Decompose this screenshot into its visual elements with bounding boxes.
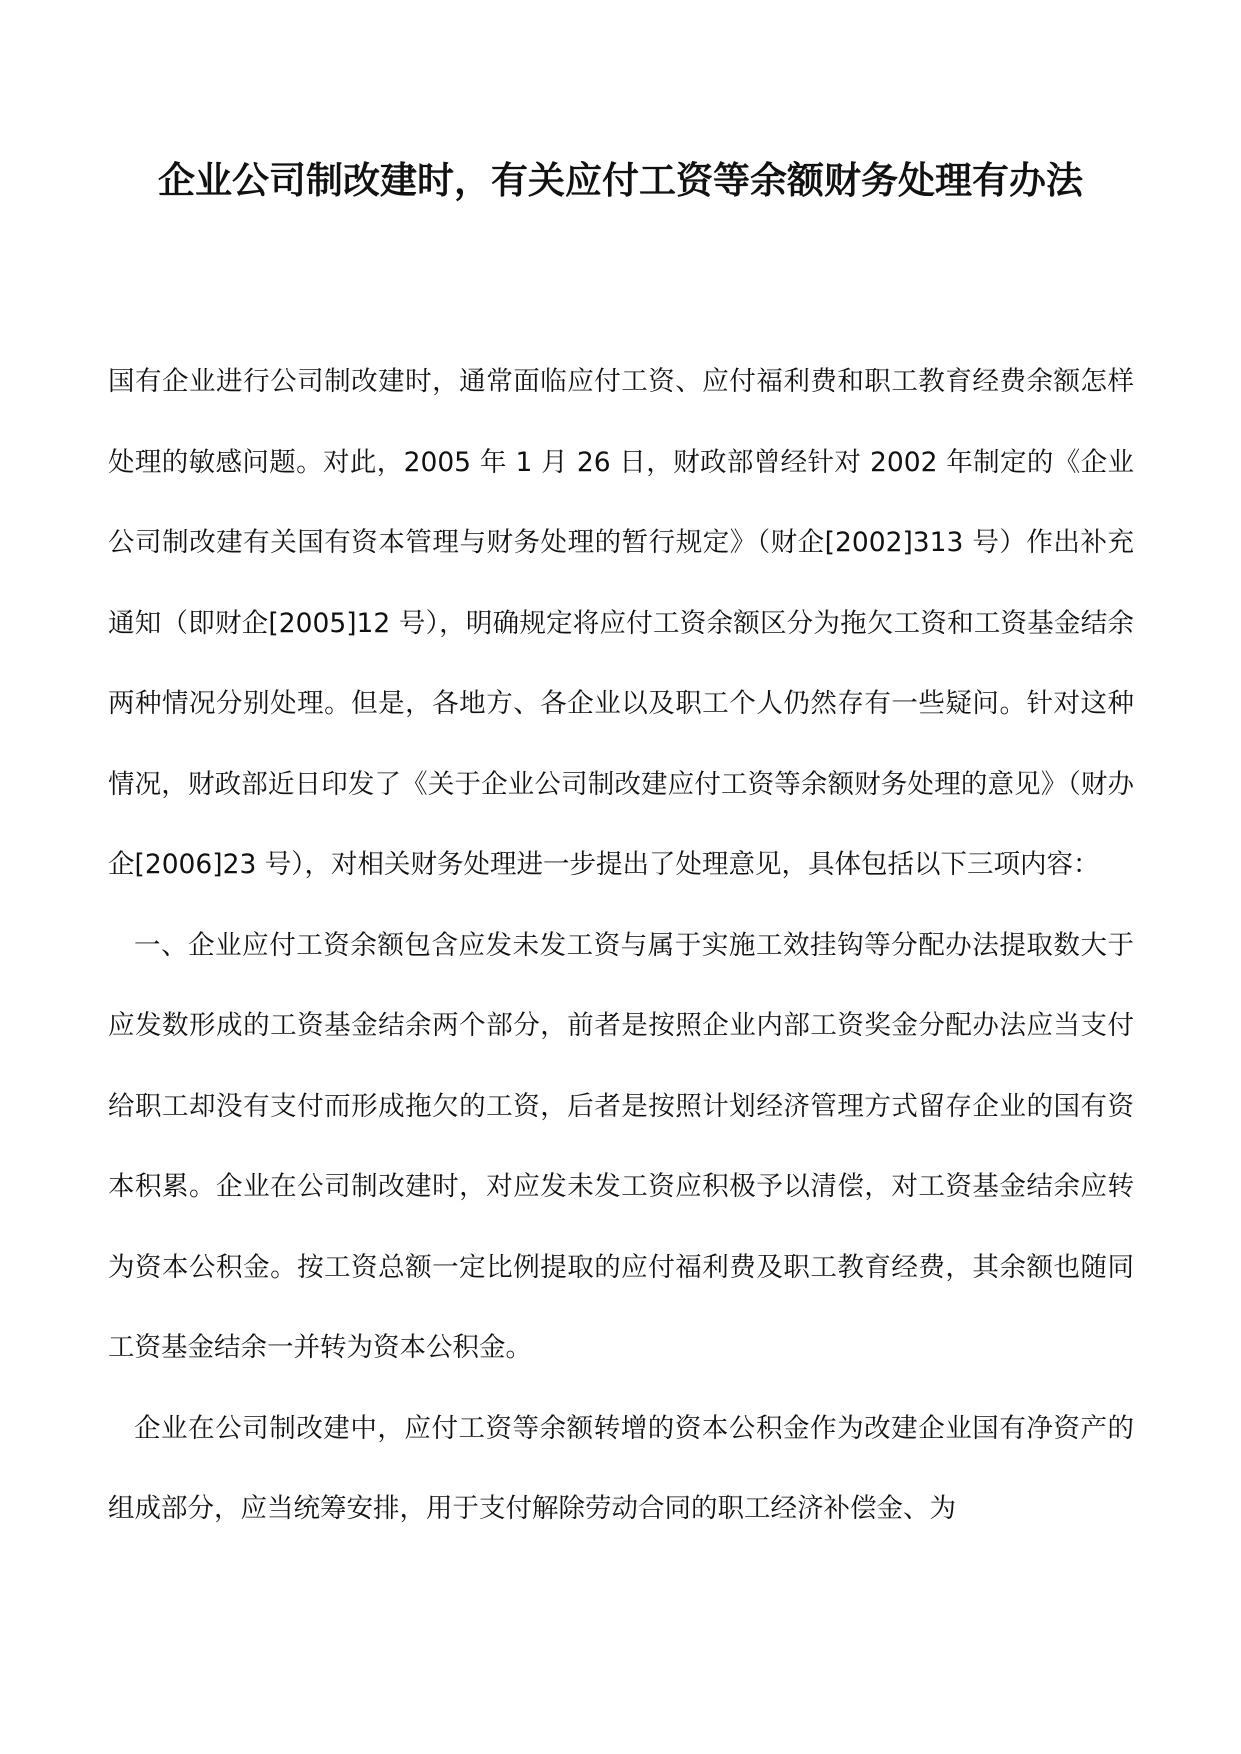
document-body [108, 342, 1134, 1550]
paragraph-intro: 国有企业进行公司制改建时，通常面临应付工资、应付福利费和职工教育经费余额怎样处理的敏感问题。对此，2005 年 1 月 26 日，财政部曾经针对 2002 年制定的《企业公司制改建有关国有资本管理与财务处理的暂行规定》（财企[2002]313 号）作出补充通知（即财企[2005]12 号），明确规定将应付工资余额区分为拖欠工资和工资基金结余两种情况分别处理。但是，各地方、各企业以及职工个人仍然存有一些疑问。针对这种情况，财政部近日印发了《关于企业公司制改建应付工资等余额财务处理的意见》（财办企[2006]23 号），对相关财务处理进一步提出了处理意见，具体包括以下三项内容： [108, 366, 1134, 880]
paragraph-item-one: 一、企业应付工资余额包含应发未发工资与属于实施工效挂钩等分配办法提取数大于应发数形成的工资基金结余两个部分，前者是按照企业内部工资奖金分配办法应当支付给职工却没有支付而形成拖欠的工资，后者是按照计划经济管理方式留存企业的国有资本积累。企业在公司制改建时，对应发未发工资应积极予以清偿，对工资基金结余应转为资本公积金。按工资总额一定比例提取的应付福利费及职工教育经费，其余额也随同工资基金结余一并转为资本公积金。 [108, 929, 1134, 1363]
document-title: 企业公司制改建时，有关应付工资等余额财务处理有办法 [158, 158, 1083, 202]
paragraph-capital-reserve: 企业在公司制改建中，应付工资等余额转增的资本公积金作为改建企业国有净资产的组成部分，应当统筹安排，用于支付解除劳动合同的职工经济补偿金、为 [108, 1412, 1134, 1524]
